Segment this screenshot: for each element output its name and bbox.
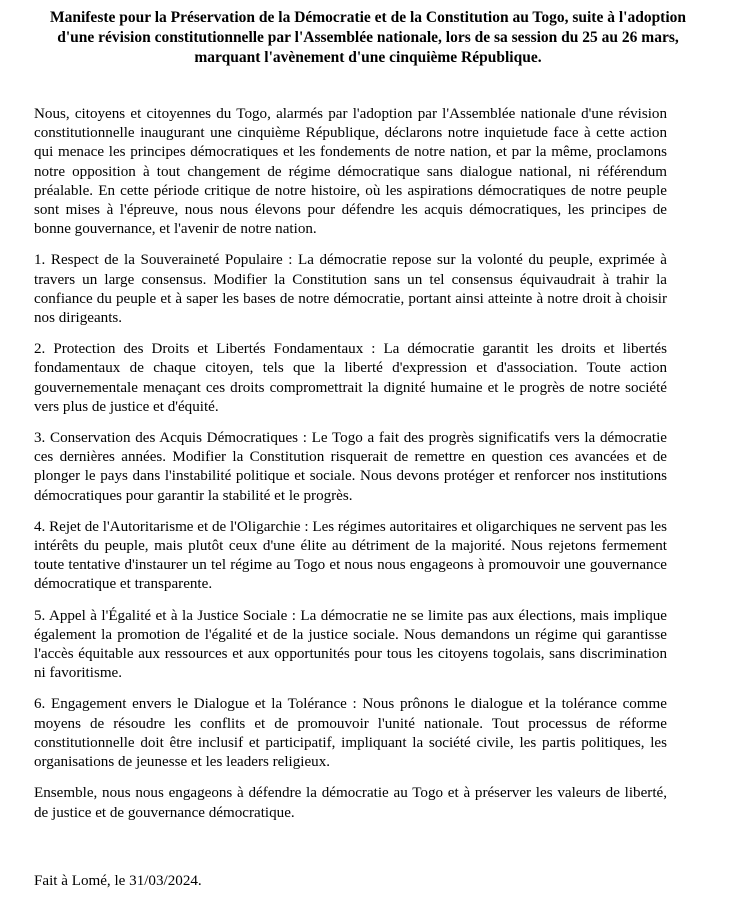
point-paragraph-2: 2. Protection des Droits et Libertés Fondamentaux : La démocratie garantit les droits et libertés fondamentaux de chaque citoyen, tels que la liberté d'expression et d'association. Toute action gouvernementale menaçant ces droits compromettrait la dignité humaine et le progrès de notre société vers plus de justice et d'équité. [34,341,667,415]
point-paragraph-3: 3. Conservation des Acquis Démocratiques : Le Togo a fait des progrès significatifs vers la démocratie ces dernières années. Modifier la Constitution risquerait de remettre en question ces avancées et de plonger le pays dans l'instabilité politique et sociale. Nous devons protéger et renforcer nos institutions démocratiques pour garantir la stabilité et le progrès. [34,430,667,504]
signature-line: Fait à Lomé, le 31/03/2024. [34,873,202,889]
point-paragraph-4: 4. Rejet de l'Autoritarisme et de l'Oligarchie : Les régimes autoritaires et oligarchiques ne servent pas les intérêts du peuple, mais plutôt ceux d'une élite au détriment de la majorité. Nous rejetons fermement toute tentative d'instaurer un tel régime au Togo et nous nous engageons à promouvoir une gouvernance démocratique et transparente. [34,518,667,593]
conclusion-paragraph: Ensemble, nous nous engageons à défendre la démocratie au Togo et à préserver les valeurs de liberté, de justice et de gouvernance démocratique. [34,785,667,821]
point-paragraph-6: 6. Engagement envers le Dialogue et la Tolérance : Nous prônons le dialogue et la tolérance comme moyens de résoudre les conflits et de promouvoir l'unité nationale. Tout processus de réforme constitutionnelle doit être inclusif et participatif, impliquant la société civile, les partis politiques, les organisations de jeunesse et les leaders religieux. [34,696,667,771]
intro-paragraph: Nous, citoyens et citoyennes du Togo, alarmés par l'adoption par l'Assemblée nationale d'une révision constitutionnelle inaugurant une cinquième République, déclarons notre inquietude face à cette action qui menace les principes démocratiques et les fondements de notre nation, et par la même, proclamons notre opposition à tout changement de régime démocratique sans dialogue national, ni référendum préalable. En cette période critique de notre histoire, où les aspirations démocratiques de notre peuple sont mises à l'épreuve, nous nous élevons pour défendre les acquis démocratiques, les principes de bonne gouvernance, et l'avenir de notre nation. [34,106,667,238]
point-paragraph-5: 5. Appel à l'Égalité et à la Justice Sociale : La démocratie ne se limite pas aux élections, mais implique également la promotion de l'égalité et de la justice sociale. Nous demandons un régime qui garantisse l'accès équitable aux ressources et aux opportunités pour tous les citoyens togolais, sans discrimination ni favoritisme. [34,607,667,682]
point-paragraph-1: 1. Respect de la Souveraineté Populaire : La démocratie repose sur la volonté du peuple, exprimée à travers un large consensus. Modifier la Constitution sans un tel consensus équivaudrait à trahir la confiance du peuple et à saper les bases de notre démocratie, portant ainsi atteinte à notre droit à choisir nos dirigeants. [34,252,667,327]
document-title: Manifeste pour la Préservation de la Démocratie et de la Constitution au Togo, suite à l'adoption d'une révision constitutionnelle par l'Assemblée nationale, lors de sa session du 25 au 26 mars, marquant l'avènement d'une cinquième République. [49,9,687,66]
document-body [34,105,667,835]
